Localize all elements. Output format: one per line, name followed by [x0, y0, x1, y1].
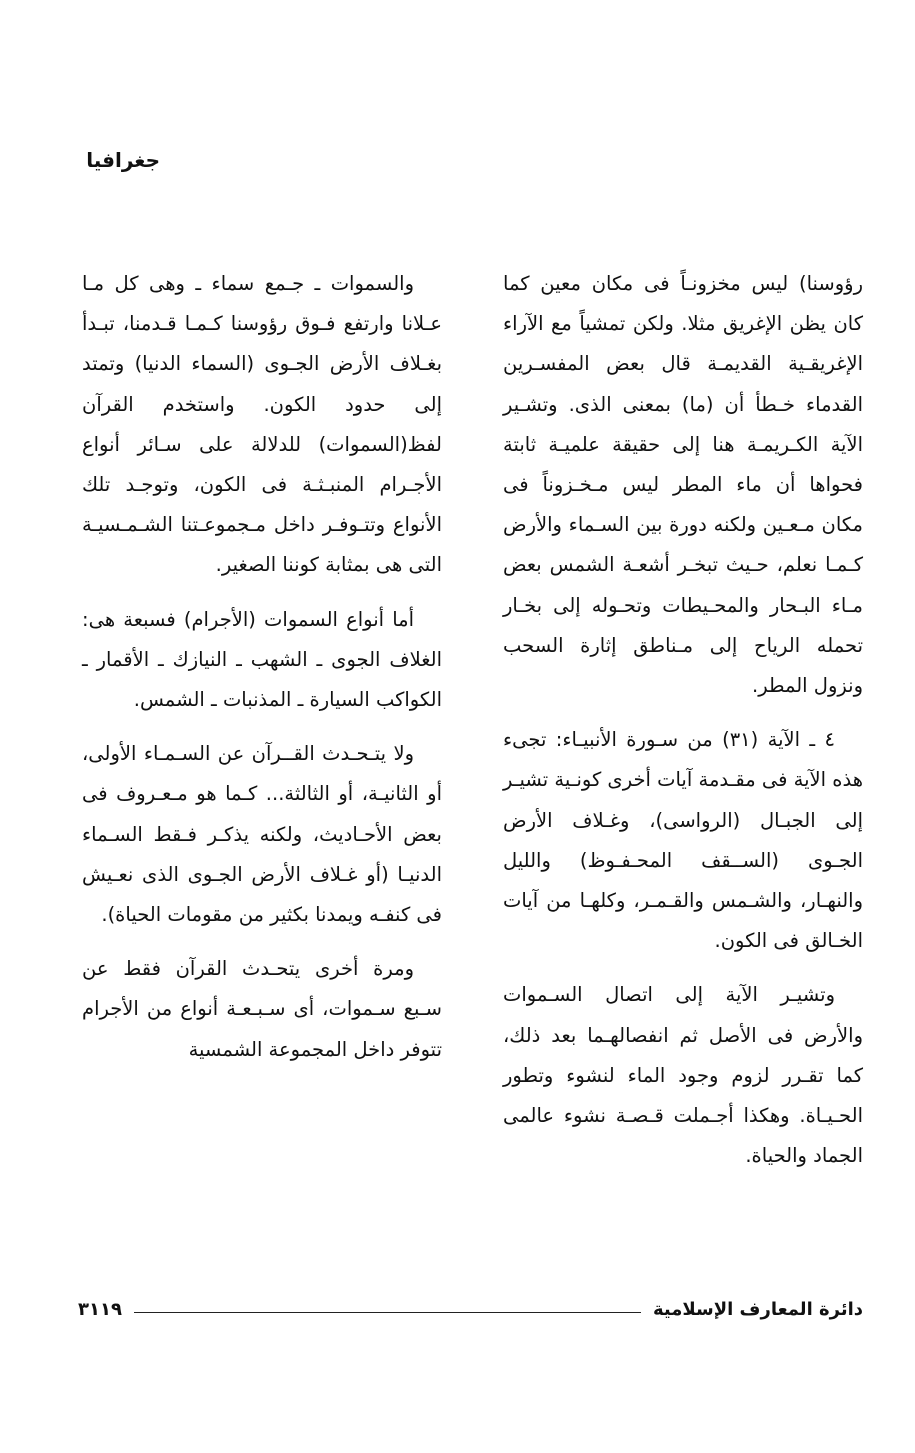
- paragraph: ٤ ـ الآية (٣١) من سـورة الأنبيـاء: تجىء هذه الآية فى مقـدمة آيات أخرى كونـية تشيـر إلى الجبـال (الرواسى)، وغـلاف الأرض الجـوى (الســقف المحـفـوظ) والليل والنهـار، والشـمس والقـمـر، وكلهـا من آيات الخـالق فى الكون.: [503, 728, 863, 953]
- page-title: جغرافيا: [86, 148, 160, 172]
- page-number: ٣١١٩: [78, 1298, 122, 1320]
- paragraph: أما أنواع السموات (الأجرام) فسبعة هى: الغلاف الجوى ـ الشهب ـ النيازك ـ الأقمار ـ الكواكب السيارة ـ المذنبات ـ الشمس.: [82, 607, 442, 712]
- paragraph: ولا يتـحـدث القــرآن عن السـمـاء الأولى، أو الثانيـة، أو الثالثة... كـما هو مـعـروف فى بعض الأحـاديث، ولكنه يذكـر فـقط السـماء الدنيـا (أو غـلاف الأرض الجـوى الذى نعـيش فى كنفـه ويمدنا بكثير من مقومات الحياة).: [82, 742, 442, 927]
- paragraph: وتشيـر الآية إلى اتصال السـموات والأرض فى الأصل ثم انفصالهـما بعد ذلك، كما تقـرر لزوم وجود الماء لنشوء وتطور الحـيـاة. وهكذا أجـملت قـصـة نشوء عالمى الجماد والحياة.: [503, 983, 863, 1168]
- page-footer: [78, 1294, 863, 1324]
- left-column: [82, 264, 442, 1084]
- footer-divider: [134, 1312, 641, 1313]
- running-header: [50, 148, 160, 172]
- publication-title: دائرة المعارف الإسلامية: [652, 1298, 863, 1320]
- right-column: [503, 264, 863, 1190]
- paragraph: والسموات ـ جـمع سماء ـ وهى كل مـا عـلانا وارتفع فـوق رؤوسنا كـمـا قـدمنا، تبـدأ بغـلاف الأرض الجـوى (السماء الدنيا) وتمتد إلى حدود الكون. واستخدم القرآن لفظ(السموات) للدلالة على سـائر أنواع الأجـرام المنبـثـة فى الكون، وتوجـد تلك الأنواع وتتـوفـر داخل مـجموعـتنا الشـمـسيـة التى هى بمثابة كوننا الصغير.: [82, 272, 442, 577]
- paragraph: رؤوسنا) ليس مخزونـاً فى مكان معين كما كان يظن الإغريق مثلا. ولكن تمشياً مع الآراء الإغريقـية القديمـة قال بعض المفسـرين القدماء خـطأ أن (ما) بمعنى الذى. وتشـير الآية الكـريمـة هنا إلى حقيقة علميـة ثابتة فحواها أن ماء المطر ليس مـخـزوناً فى مكان مـعـين ولكنه دورة بين السـماء والأرض كـمـا نعلم، حـيث تبخـر أشعـة الشمس بعض مـاء البـحار والمحـيطات وتحـوله إلى بخـار تحمله الرياح إلى مـناطق إثارة السحب ونزول المطر.: [503, 272, 863, 698]
- paragraph: ومرة أخرى يتحـدث القرآن فقط عن سـبع سـموات، أى سـبـعـة أنواع من الأجرام تتوفر داخل المجموعة الشمسية: [82, 957, 442, 1061]
